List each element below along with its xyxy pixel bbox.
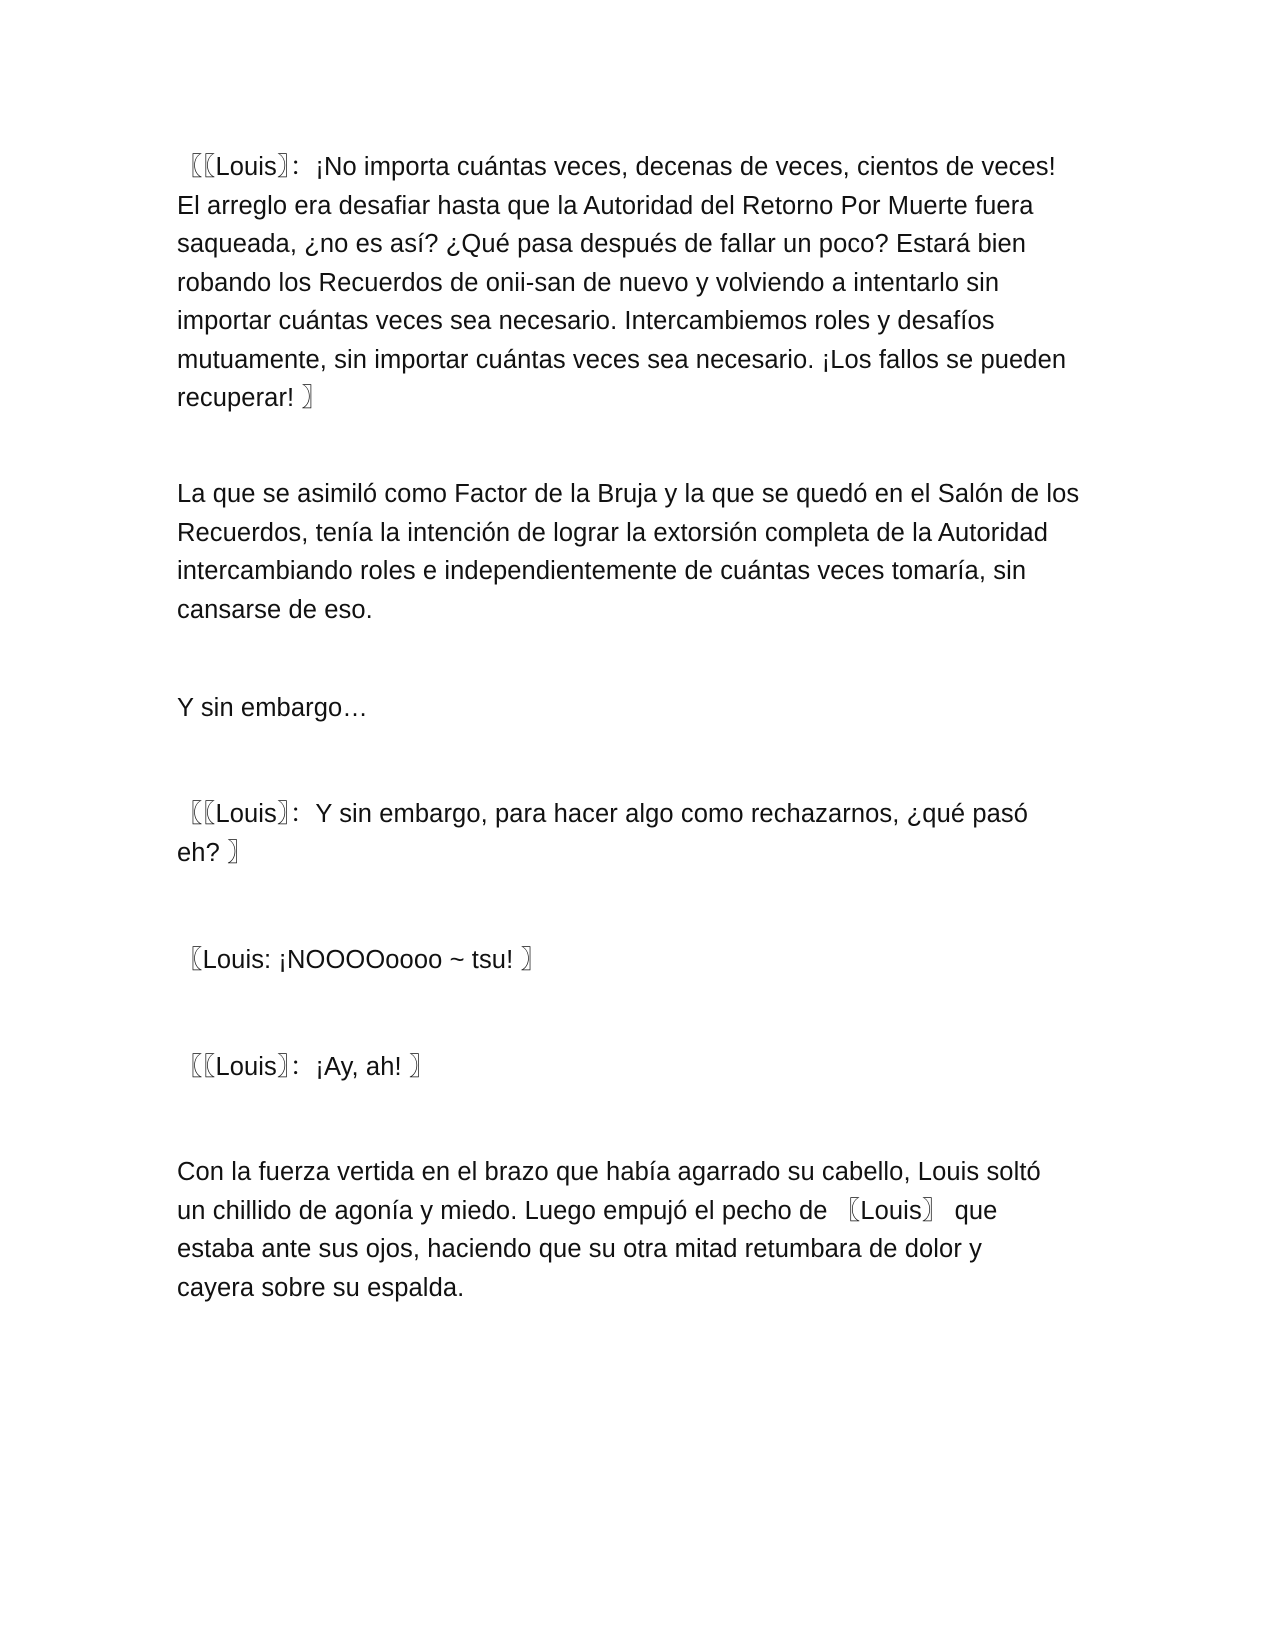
text-line: 〖〖Louis〗：Y sin embargo, para hacer algo como rechazarnos, ¿qué pasó xyxy=(177,800,1029,828)
dialogue-paragraph-2 xyxy=(177,795,1112,872)
text-line: Recuerdos, tenía la intención de lograr la extorsión completa de la Autoridad xyxy=(177,518,1048,547)
narration-paragraph-2 xyxy=(177,689,1112,728)
text-line: eh? 〗 xyxy=(177,838,253,867)
text-line: La que se asimiló como Factor de la Bruja y la que se quedó en el Salón de los xyxy=(177,480,1080,508)
text-line: robando los Recuerdos de onii-san de nuevo y volviendo a intentarlo sin xyxy=(177,268,1000,297)
dialogue-paragraph-1 xyxy=(177,148,1112,418)
text-line: El arreglo era desafiar hasta que la Autoridad del Retorno Por Muerte fuera xyxy=(177,191,1034,220)
text-line: un chillido de agonía y miedo. Luego empujó el pecho de 〖Louis〗 que xyxy=(177,1196,998,1225)
dialogue-paragraph-3 xyxy=(177,941,1112,980)
text-line: recuperar! 〗 xyxy=(177,384,328,412)
dialogue-paragraph-4 xyxy=(177,1048,1112,1087)
text-line: Y sin embargo… xyxy=(177,694,368,722)
text-line: cayera sobre su espalda. xyxy=(177,1273,465,1302)
text-line: estaba ante sus ojos, haciendo que su otra mitad retumbara de dolor y xyxy=(177,1235,982,1263)
text-line: Con la fuerza vertida en el brazo que había agarrado su cabello, Louis soltó xyxy=(177,1158,1041,1186)
text-line: saqueada, ¿no es así? ¿Qué pasa después de fallar un poco? Estará bien xyxy=(177,230,1027,258)
text-line: cansarse de eso. xyxy=(177,595,373,624)
narration-paragraph-1 xyxy=(177,475,1112,629)
text-line: 〖Louis: ¡NOOOOoooo ~ tsu! 〗 xyxy=(177,946,547,974)
text-line: 〖〖Louis〗：¡Ay, ah! 〗 xyxy=(177,1053,435,1081)
text-line: 〖〖Louis〗：¡No importa cuántas veces, decenas de veces, cientos de veces! xyxy=(177,153,1056,181)
text-line: importar cuántas veces sea necesario. Intercambiemos roles y desafíos xyxy=(177,307,995,335)
text-line: intercambiando roles e independientemente de cuántas veces tomaría, sin xyxy=(177,557,1027,585)
narration-paragraph-3 xyxy=(177,1153,1112,1307)
text-line: mutuamente, sin importar cuántas veces sea necesario. ¡Los fallos se pueden xyxy=(177,345,1067,374)
